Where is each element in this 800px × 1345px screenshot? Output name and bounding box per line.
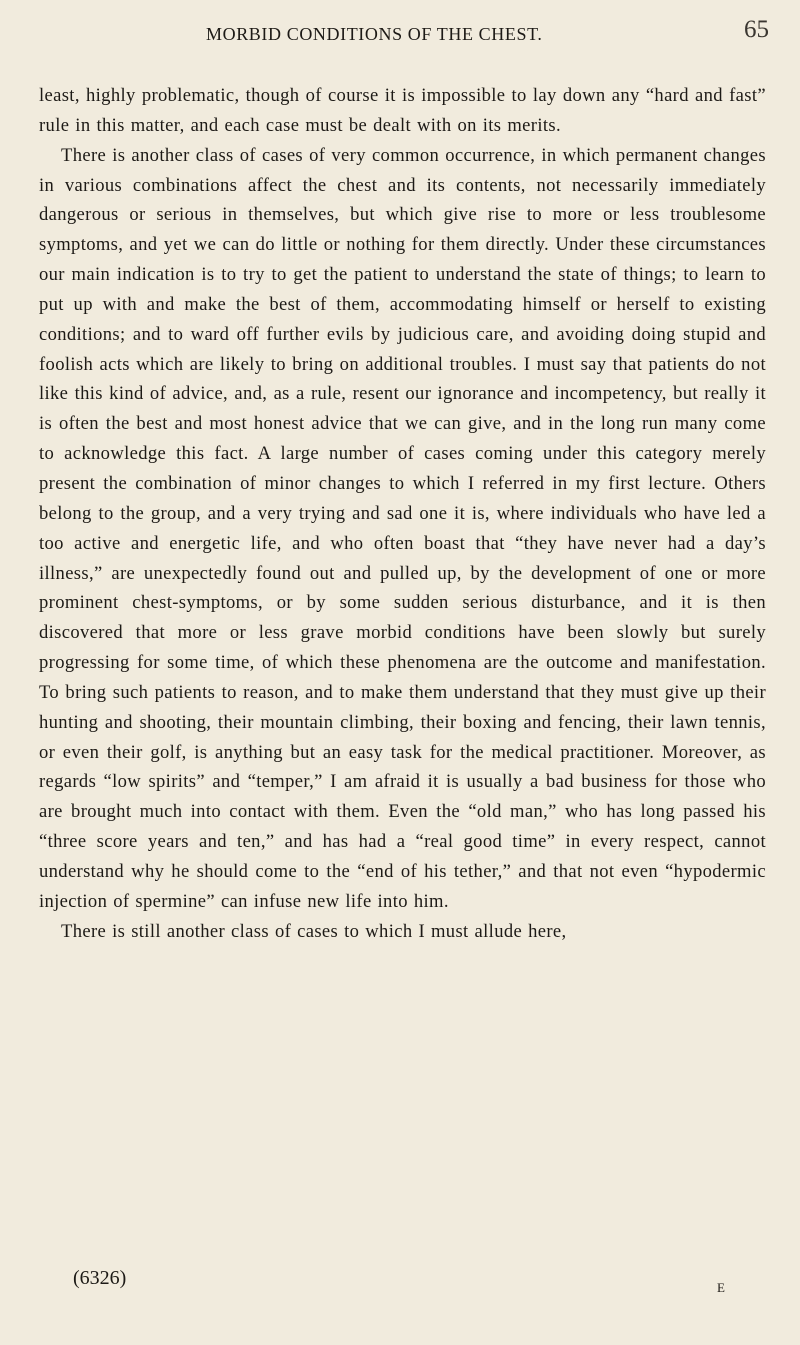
paragraph-another-class: There is still another class of cases to which I must allude here, xyxy=(61,920,567,942)
running-title: MORBID CONDITIONS OF THE CHEST. xyxy=(206,24,543,44)
page-number: 65 xyxy=(744,16,769,43)
printer-reference: (6326) xyxy=(73,1267,127,1289)
signature-mark: E xyxy=(717,1280,725,1295)
body-text xyxy=(39,81,766,946)
paragraph-chronic-cases: There is another class of cases of very common occurrence, in which permanent changes in various combinations affect the chest and its contents, not necessarily immediately dangerous or serious in themselves, but which give rise to more or less troublesome symptoms, and yet we can do little or nothing for them directly. Under these circumstances our main indication is to try to get the patient to understand the state of things; to learn to put up with and make the best of them, accommodating himself or herself to existing conditions; and to ward off further evils by judicious care, and avoiding doing stupid and foolish acts which are likely to bring on additional troubles. I must say that patients do not like this kind of advice, and, as a rule, resent our ignorance and incompetency, but really it is often the best and most honest advice that we can give, and in the long run many come to acknowledge this fact. A large number of cases coming under this category merely present the combination of minor changes to which I referred in my first lecture. Others belong to the group, and a very trying and sad one it is, where individuals who have led a too active and energetic life, and who often boast that “they have never had a day’s illness,” are unexpectedly found out and pulled up, by the development of one or more prominent chest-symptoms, or by some sudden serious disturbance, and it is then discovered that more or less grave morbid conditions have been slowly but surely progressing for some time, of which these phenomena are the outcome and manifestation. To bring such patients to reason, and to make them understand that they must give up their hunting and shooting, their mountain climbing, their boxing and fencing, their lawn tennis, or even their golf, is anything but an easy task for the medical practitioner. Moreover, as regards “low spirits” and “temper,” I am afraid it is usually a bad business for those who are brought much into contact with them. Even the “old man,” who has long passed his “three score years and ten,” and has had a “real good time” in every respect, cannot understand why he should come to the “end of his tether,” and that not even “hypodermic injection of spermine” can infuse new life into him. xyxy=(39,144,766,912)
paragraph-continued: least, highly problematic, though of course it is impossible to lay down any “hard and fast” rule in this matter, and each case must be dealt with on its merits. xyxy=(39,85,766,136)
page-footer xyxy=(0,1266,800,1306)
running-head xyxy=(0,14,800,50)
